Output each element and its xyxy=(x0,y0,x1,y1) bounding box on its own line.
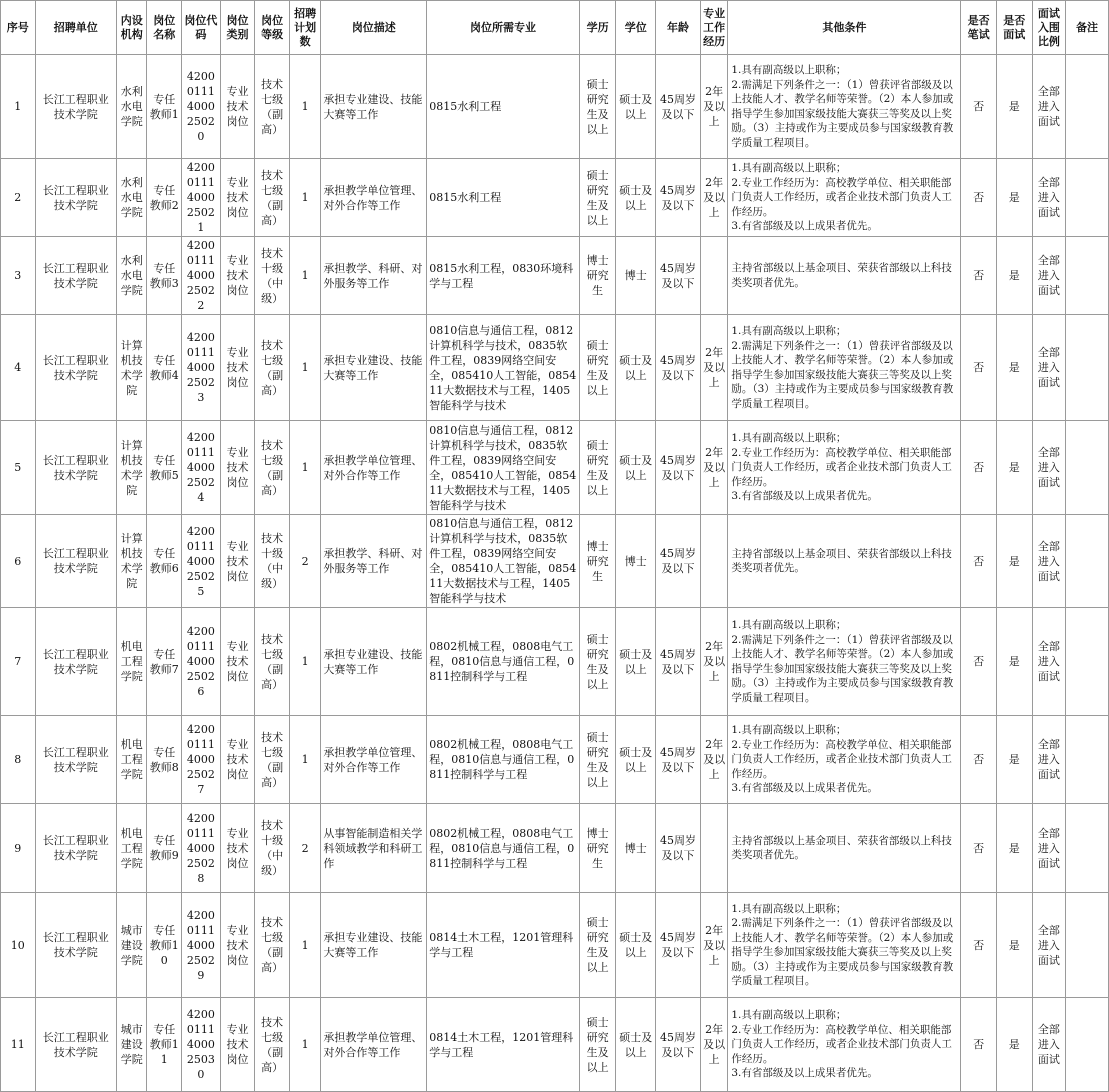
position-code-cell: 42000111400025029 xyxy=(182,893,221,998)
row-number-cell: 5 xyxy=(1,421,36,515)
major-cell: 0815水利工程 xyxy=(427,55,580,159)
unit-cell: 长江工程职业技术学院 xyxy=(35,608,116,716)
experience-cell xyxy=(700,237,727,315)
interview-cell: 是 xyxy=(996,515,1032,608)
row-number-cell: 1 xyxy=(1,55,36,159)
other-conditions-cell xyxy=(728,998,961,1092)
condition-line: 2.需满足下列条件之一：（1）曾获评省部级及以上技能人才、教学名师等荣誉。（2）本人参加或指导学生参加国家级技能大赛获三等奖及以上奖励。（3）主持或作为主要成员参与国家级教育教学质量工程项目。 xyxy=(731,633,954,704)
position-level-cell: 技术十级（中级） xyxy=(255,237,290,315)
written-exam-cell: 否 xyxy=(961,716,997,804)
interview-cell: 是 xyxy=(996,159,1032,237)
written-exam-cell: 否 xyxy=(961,804,997,893)
header-cell: 岗位等级 xyxy=(255,1,290,55)
experience-cell: 2年及以上 xyxy=(700,998,727,1092)
description-cell: 承担教学、科研、对外服务等工作 xyxy=(321,515,427,608)
condition-line: 主持省部级以上基金项目、荣获省部级以上科技类奖项者优先。 xyxy=(731,262,952,289)
major-cell: 0815水利工程 xyxy=(427,159,580,237)
condition-line: 3.有省部级及以上成果者优先。 xyxy=(731,220,878,233)
position-level-cell: 技术七级（副高） xyxy=(255,421,290,515)
written-exam-cell: 否 xyxy=(961,421,997,515)
interview-ratio-cell: 全部进入面试 xyxy=(1032,515,1066,608)
unit-cell: 长江工程职业技术学院 xyxy=(35,315,116,421)
position-type-cell: 专业技术岗位 xyxy=(220,716,255,804)
position-type-cell: 专业技术岗位 xyxy=(220,515,255,608)
department-cell: 计算机技术学院 xyxy=(116,315,147,421)
condition-line: 1.具有副高级以上职称； xyxy=(731,162,847,175)
header-cell: 岗位描述 xyxy=(321,1,427,55)
age-cell: 45周岁及以下 xyxy=(656,893,701,998)
age-cell: 45周岁及以下 xyxy=(656,998,701,1092)
header-cell: 其他条件 xyxy=(728,1,961,55)
degree-cell: 博士 xyxy=(616,237,656,315)
interview-cell: 是 xyxy=(996,804,1032,893)
department-cell: 计算机技术学院 xyxy=(116,421,147,515)
written-exam-cell: 否 xyxy=(961,55,997,159)
condition-line: 3.有省部级及以上成果者优先。 xyxy=(731,782,878,795)
department-cell: 计算机技术学院 xyxy=(116,515,147,608)
position-code-cell: 42000111400025020 xyxy=(182,55,221,159)
age-cell: 45周岁及以下 xyxy=(656,515,701,608)
age-cell: 45周岁及以下 xyxy=(656,421,701,515)
position-code-cell: 42000111400025028 xyxy=(182,804,221,893)
major-cell: 0802机械工程，0808电气工程，0810信息与通信工程，0811控制科学与工程 xyxy=(427,608,580,716)
description-cell: 承担教学单位管理、对外合作等工作 xyxy=(321,716,427,804)
condition-line: 主持省部级以上基金项目、荣获省部级以上科技类奖项者优先。 xyxy=(731,547,952,574)
department-cell: 水利水电学院 xyxy=(116,237,147,315)
table-row xyxy=(1,237,1109,315)
other-conditions-cell xyxy=(728,237,961,315)
remark-cell xyxy=(1066,716,1109,804)
position-name-cell: 专任教师4 xyxy=(147,315,182,421)
position-name-cell: 专任教师6 xyxy=(147,515,182,608)
position-code-cell: 42000111400025021 xyxy=(182,159,221,237)
interview-ratio-cell: 全部进入面试 xyxy=(1032,237,1066,315)
table-row xyxy=(1,893,1109,998)
major-cell: 0815水利工程，0830环境科学与工程 xyxy=(427,237,580,315)
row-number-cell: 4 xyxy=(1,315,36,421)
major-cell: 0810信息与通信工程，0812计算机科学与技术，0835软件工程，0839网络空间安全，085410人工智能，085411大数据技术与工程，1405智能科学与技术 xyxy=(427,515,580,608)
position-type-cell: 专业技术岗位 xyxy=(220,804,255,893)
plan-count-cell: 1 xyxy=(289,159,321,237)
position-name-cell: 专任教师9 xyxy=(147,804,182,893)
age-cell: 45周岁及以下 xyxy=(656,315,701,421)
condition-line: 2.需满足下列条件之一：（1）曾获评省部级及以上技能人才、教学名师等荣誉。（2）本人参加或指导学生参加国家级技能大赛获三等奖及以上奖励。（3）主持或作为主要成员参与国家级教育教学质量工程项目。 xyxy=(731,917,954,987)
education-cell: 硕士研究生及以上 xyxy=(579,608,616,716)
description-cell: 承担教学单位管理、对外合作等工作 xyxy=(321,998,427,1092)
table-row xyxy=(1,515,1109,608)
header-cell: 面试入围比例 xyxy=(1032,1,1066,55)
position-level-cell: 技术七级（副高） xyxy=(255,716,290,804)
education-cell: 硕士研究生及以上 xyxy=(579,893,616,998)
written-exam-cell: 否 xyxy=(961,159,997,237)
remark-cell xyxy=(1066,237,1109,315)
other-conditions-cell xyxy=(728,315,961,421)
position-type-cell: 专业技术岗位 xyxy=(220,55,255,159)
written-exam-cell: 否 xyxy=(961,893,997,998)
position-level-cell: 技术七级（副高） xyxy=(255,315,290,421)
interview-cell: 是 xyxy=(996,608,1032,716)
age-cell: 45周岁及以下 xyxy=(656,159,701,237)
remark-cell xyxy=(1066,893,1109,998)
written-exam-cell: 否 xyxy=(961,315,997,421)
remark-cell xyxy=(1066,421,1109,515)
education-cell: 博士研究生 xyxy=(579,515,616,608)
degree-cell: 硕士及以上 xyxy=(616,608,656,716)
header-cell: 年龄 xyxy=(656,1,701,55)
position-code-cell: 42000111400025026 xyxy=(182,608,221,716)
condition-line: 1.具有副高级以上职称； xyxy=(731,902,847,915)
condition-line: 1.具有副高级以上职称； xyxy=(731,619,847,631)
education-cell: 博士研究生 xyxy=(579,237,616,315)
major-cell: 0802机械工程，0808电气工程，0810信息与通信工程，0811控制科学与工程 xyxy=(427,804,580,893)
experience-cell: 2年及以上 xyxy=(700,608,727,716)
row-number-cell: 9 xyxy=(1,804,36,893)
remark-cell xyxy=(1066,315,1109,421)
position-type-cell: 专业技术岗位 xyxy=(220,237,255,315)
position-level-cell: 技术七级（副高） xyxy=(255,55,290,159)
other-conditions-cell xyxy=(728,893,961,998)
table-body xyxy=(1,55,1109,1092)
condition-line: 1.具有副高级以上职称； xyxy=(731,1009,847,1022)
remark-cell xyxy=(1066,515,1109,608)
interview-cell: 是 xyxy=(996,55,1032,159)
unit-cell: 长江工程职业技术学院 xyxy=(35,716,116,804)
degree-cell: 博士 xyxy=(616,804,656,893)
degree-cell: 硕士及以上 xyxy=(616,315,656,421)
department-cell: 城市建设学院 xyxy=(116,893,147,998)
department-cell: 城市建设学院 xyxy=(116,998,147,1092)
header-cell: 内设机构 xyxy=(116,1,147,55)
row-number-cell: 2 xyxy=(1,159,36,237)
plan-count-cell: 1 xyxy=(289,315,321,421)
position-type-cell: 专业技术岗位 xyxy=(220,893,255,998)
position-type-cell: 专业技术岗位 xyxy=(220,998,255,1092)
written-exam-cell: 否 xyxy=(961,608,997,716)
written-exam-cell: 否 xyxy=(961,998,997,1092)
condition-line: 1.具有副高级以上职称； xyxy=(731,724,847,737)
education-cell: 硕士研究生及以上 xyxy=(579,998,616,1092)
table-row xyxy=(1,998,1109,1092)
position-level-cell: 技术七级（副高） xyxy=(255,608,290,716)
experience-cell xyxy=(700,515,727,608)
header-cell: 序号 xyxy=(1,1,36,55)
plan-count-cell: 1 xyxy=(289,716,321,804)
plan-count-cell: 2 xyxy=(289,804,321,893)
condition-line: 1.具有副高级以上职称； xyxy=(731,325,847,337)
description-cell: 承担专业建设、技能大赛等工作 xyxy=(321,893,427,998)
position-name-cell: 专任教师3 xyxy=(147,237,182,315)
row-number-cell: 3 xyxy=(1,237,36,315)
unit-cell: 长江工程职业技术学院 xyxy=(35,55,116,159)
experience-cell: 2年及以上 xyxy=(700,893,727,998)
experience-cell xyxy=(700,804,727,893)
experience-cell: 2年及以上 xyxy=(700,159,727,237)
unit-cell: 长江工程职业技术学院 xyxy=(35,893,116,998)
plan-count-cell: 2 xyxy=(289,515,321,608)
table-row xyxy=(1,804,1109,893)
header-cell: 岗位所需专业 xyxy=(427,1,580,55)
description-cell: 承担教学单位管理、对外合作等工作 xyxy=(321,159,427,237)
row-number-cell: 10 xyxy=(1,893,36,998)
interview-cell: 是 xyxy=(996,315,1032,421)
position-code-cell: 42000111400025022 xyxy=(182,237,221,315)
condition-line: 3.有省部级及以上成果者优先。 xyxy=(731,1067,878,1080)
degree-cell: 博士 xyxy=(616,515,656,608)
position-code-cell: 42000111400025027 xyxy=(182,716,221,804)
header-row xyxy=(1,1,1109,55)
education-cell: 硕士研究生及以上 xyxy=(579,421,616,515)
position-type-cell: 专业技术岗位 xyxy=(220,608,255,716)
major-cell: 0814土木工程，1201管理科学与工程 xyxy=(427,998,580,1092)
remark-cell xyxy=(1066,55,1109,159)
table-row xyxy=(1,55,1109,159)
header-cell: 岗位代码 xyxy=(182,1,221,55)
experience-cell: 2年及以上 xyxy=(700,421,727,515)
interview-cell: 是 xyxy=(996,716,1032,804)
interview-cell: 是 xyxy=(996,237,1032,315)
condition-line: 2.专业工作经历为：高校教学单位、相关职能部门负责人工作经历，或者企业技术部门负责人工作经历。 xyxy=(731,446,952,488)
position-code-cell: 42000111400025025 xyxy=(182,515,221,608)
age-cell: 45周岁及以下 xyxy=(656,716,701,804)
degree-cell: 硕士及以上 xyxy=(616,421,656,515)
other-conditions-cell xyxy=(728,421,961,515)
written-exam-cell: 否 xyxy=(961,237,997,315)
header-cell: 备注 xyxy=(1066,1,1109,55)
other-conditions-cell xyxy=(728,804,961,893)
other-conditions-cell xyxy=(728,515,961,608)
condition-line: 1.具有副高级以上职称； xyxy=(731,432,847,445)
header-cell: 学历 xyxy=(579,1,616,55)
degree-cell: 硕士及以上 xyxy=(616,159,656,237)
position-type-cell: 专业技术岗位 xyxy=(220,421,255,515)
description-cell: 承担教学、科研、对外服务等工作 xyxy=(321,237,427,315)
condition-line: 1.具有副高级以上职称； xyxy=(731,64,847,76)
position-type-cell: 专业技术岗位 xyxy=(220,159,255,237)
position-name-cell: 专任教师1 xyxy=(147,55,182,159)
department-cell: 机电工程学院 xyxy=(116,716,147,804)
header-cell: 招聘单位 xyxy=(35,1,116,55)
position-code-cell: 42000111400025023 xyxy=(182,315,221,421)
position-code-cell: 42000111400025024 xyxy=(182,421,221,515)
degree-cell: 硕士及以上 xyxy=(616,893,656,998)
degree-cell: 硕士及以上 xyxy=(616,716,656,804)
age-cell: 45周岁及以下 xyxy=(656,608,701,716)
department-cell: 机电工程学院 xyxy=(116,608,147,716)
condition-line: 主持省部级以上基金项目、荣获省部级以上科技类奖项者优先。 xyxy=(731,834,952,861)
table-row xyxy=(1,421,1109,515)
row-number-cell: 8 xyxy=(1,716,36,804)
major-cell: 0810信息与通信工程，0812计算机科学与技术，0835软件工程，0839网络空间安全，085410人工智能，085411大数据技术与工程，1405智能科学与技术 xyxy=(427,421,580,515)
department-cell: 机电工程学院 xyxy=(116,804,147,893)
plan-count-cell: 1 xyxy=(289,237,321,315)
unit-cell: 长江工程职业技术学院 xyxy=(35,515,116,608)
degree-cell: 硕士及以上 xyxy=(616,55,656,159)
remark-cell xyxy=(1066,804,1109,893)
position-level-cell: 技术十级（中级） xyxy=(255,804,290,893)
major-cell: 0814土木工程，1201管理科学与工程 xyxy=(427,893,580,998)
unit-cell: 长江工程职业技术学院 xyxy=(35,159,116,237)
header-cell: 专业工作经历 xyxy=(700,1,727,55)
interview-cell: 是 xyxy=(996,998,1032,1092)
written-exam-cell: 否 xyxy=(961,515,997,608)
description-cell: 从事智能制造相关学科领域教学和科研工作 xyxy=(321,804,427,893)
interview-ratio-cell: 全部进入面试 xyxy=(1032,998,1066,1092)
interview-cell: 是 xyxy=(996,893,1032,998)
remark-cell xyxy=(1066,159,1109,237)
position-type-cell: 专业技术岗位 xyxy=(220,315,255,421)
condition-line: 2.需满足下列条件之一：（1）曾获评省部级及以上技能人才、教学名师等荣誉。（2）本人参加或指导学生参加国家级技能大赛获三等奖及以上奖励。（3）主持或作为主要成员参与国家级教育教学质量工程项目。 xyxy=(731,78,954,149)
plan-count-cell: 1 xyxy=(289,893,321,998)
header-cell: 学位 xyxy=(616,1,656,55)
row-number-cell: 11 xyxy=(1,998,36,1092)
interview-ratio-cell: 全部进入面试 xyxy=(1032,315,1066,421)
position-level-cell: 技术七级（副高） xyxy=(255,893,290,998)
remark-cell xyxy=(1066,998,1109,1092)
table-row xyxy=(1,608,1109,716)
condition-line: 2.需满足下列条件之一：（1）曾获评省部级及以上技能人才、教学名师等荣誉。（2）本人参加或指导学生参加国家级技能大赛获三等奖及以上奖励。（3）主持或作为主要成员参与国家级教育教学质量工程项目。 xyxy=(731,339,954,410)
age-cell: 45周岁及以下 xyxy=(656,55,701,159)
experience-cell: 2年及以上 xyxy=(700,716,727,804)
other-conditions-cell xyxy=(728,608,961,716)
remark-cell xyxy=(1066,608,1109,716)
plan-count-cell: 1 xyxy=(289,421,321,515)
department-cell: 水利水电学院 xyxy=(116,159,147,237)
description-cell: 承担教学单位管理、对外合作等工作 xyxy=(321,421,427,515)
position-name-cell: 专任教师10 xyxy=(147,893,182,998)
position-name-cell: 专任教师5 xyxy=(147,421,182,515)
other-conditions-cell xyxy=(728,55,961,159)
unit-cell: 长江工程职业技术学院 xyxy=(35,998,116,1092)
position-name-cell: 专任教师11 xyxy=(147,998,182,1092)
experience-cell: 2年及以上 xyxy=(700,55,727,159)
education-cell: 硕士研究生及以上 xyxy=(579,716,616,804)
interview-ratio-cell: 全部进入面试 xyxy=(1032,608,1066,716)
interview-ratio-cell: 全部进入面试 xyxy=(1032,55,1066,159)
position-level-cell: 技术十级（中级） xyxy=(255,515,290,608)
education-cell: 硕士研究生及以上 xyxy=(579,315,616,421)
unit-cell: 长江工程职业技术学院 xyxy=(35,421,116,515)
condition-line: 2.专业工作经历为：高校教学单位、相关职能部门负责人工作经历，或者企业技术部门负责人工作经历。 xyxy=(731,738,952,780)
position-name-cell: 专任教师2 xyxy=(147,159,182,237)
table-row xyxy=(1,159,1109,237)
interview-ratio-cell: 全部进入面试 xyxy=(1032,716,1066,804)
condition-line: 2.专业工作经历为：高校教学单位、相关职能部门负责人工作经历，或者企业技术部门负责人工作经历。 xyxy=(731,1023,952,1065)
description-cell: 承担专业建设、技能大赛等工作 xyxy=(321,55,427,159)
header-cell: 岗位类别 xyxy=(220,1,255,55)
table-row xyxy=(1,716,1109,804)
other-conditions-cell xyxy=(728,716,961,804)
plan-count-cell: 1 xyxy=(289,998,321,1092)
plan-count-cell: 1 xyxy=(289,608,321,716)
experience-cell: 2年及以上 xyxy=(700,315,727,421)
other-conditions-cell xyxy=(728,159,961,237)
major-cell: 0810信息与通信工程，0812计算机科学与技术，0835软件工程，0839网络空间安全，085410人工智能，085411大数据技术与工程，1405智能科学与技术 xyxy=(427,315,580,421)
department-cell: 水利水电学院 xyxy=(116,55,147,159)
plan-count-cell: 1 xyxy=(289,55,321,159)
education-cell: 硕士研究生及以上 xyxy=(579,159,616,237)
position-level-cell: 技术七级（副高） xyxy=(255,998,290,1092)
header-cell: 招聘计划数 xyxy=(289,1,321,55)
interview-ratio-cell: 全部进入面试 xyxy=(1032,159,1066,237)
position-name-cell: 专任教师7 xyxy=(147,608,182,716)
header-cell: 岗位名称 xyxy=(147,1,182,55)
interview-ratio-cell: 全部进入面试 xyxy=(1032,804,1066,893)
degree-cell: 硕士及以上 xyxy=(616,998,656,1092)
interview-ratio-cell: 全部进入面试 xyxy=(1032,421,1066,515)
position-level-cell: 技术七级（副高） xyxy=(255,159,290,237)
position-name-cell: 专任教师8 xyxy=(147,716,182,804)
unit-cell: 长江工程职业技术学院 xyxy=(35,237,116,315)
header-cell: 是否面试 xyxy=(996,1,1032,55)
education-cell: 博士研究生 xyxy=(579,804,616,893)
header-cell: 是否笔试 xyxy=(961,1,997,55)
interview-cell: 是 xyxy=(996,421,1032,515)
unit-cell: 长江工程职业技术学院 xyxy=(35,804,116,893)
description-cell: 承担专业建设、技能大赛等工作 xyxy=(321,315,427,421)
major-cell: 0802机械工程，0808电气工程，0810信息与通信工程，0811控制科学与工程 xyxy=(427,716,580,804)
description-cell: 承担专业建设、技能大赛等工作 xyxy=(321,608,427,716)
position-code-cell: 42000111400025030 xyxy=(182,998,221,1092)
age-cell: 45周岁及以下 xyxy=(656,804,701,893)
age-cell: 45周岁及以下 xyxy=(656,237,701,315)
row-number-cell: 6 xyxy=(1,515,36,608)
education-cell: 硕士研究生及以上 xyxy=(579,55,616,159)
condition-line: 3.有省部级及以上成果者优先。 xyxy=(731,490,878,503)
row-number-cell: 7 xyxy=(1,608,36,716)
table-row xyxy=(1,315,1109,421)
condition-line: 2.专业工作经历为：高校教学单位、相关职能部门负责人工作经历，或者企业技术部门负责人工作经历。 xyxy=(731,176,952,218)
interview-ratio-cell: 全部进入面试 xyxy=(1032,893,1066,998)
